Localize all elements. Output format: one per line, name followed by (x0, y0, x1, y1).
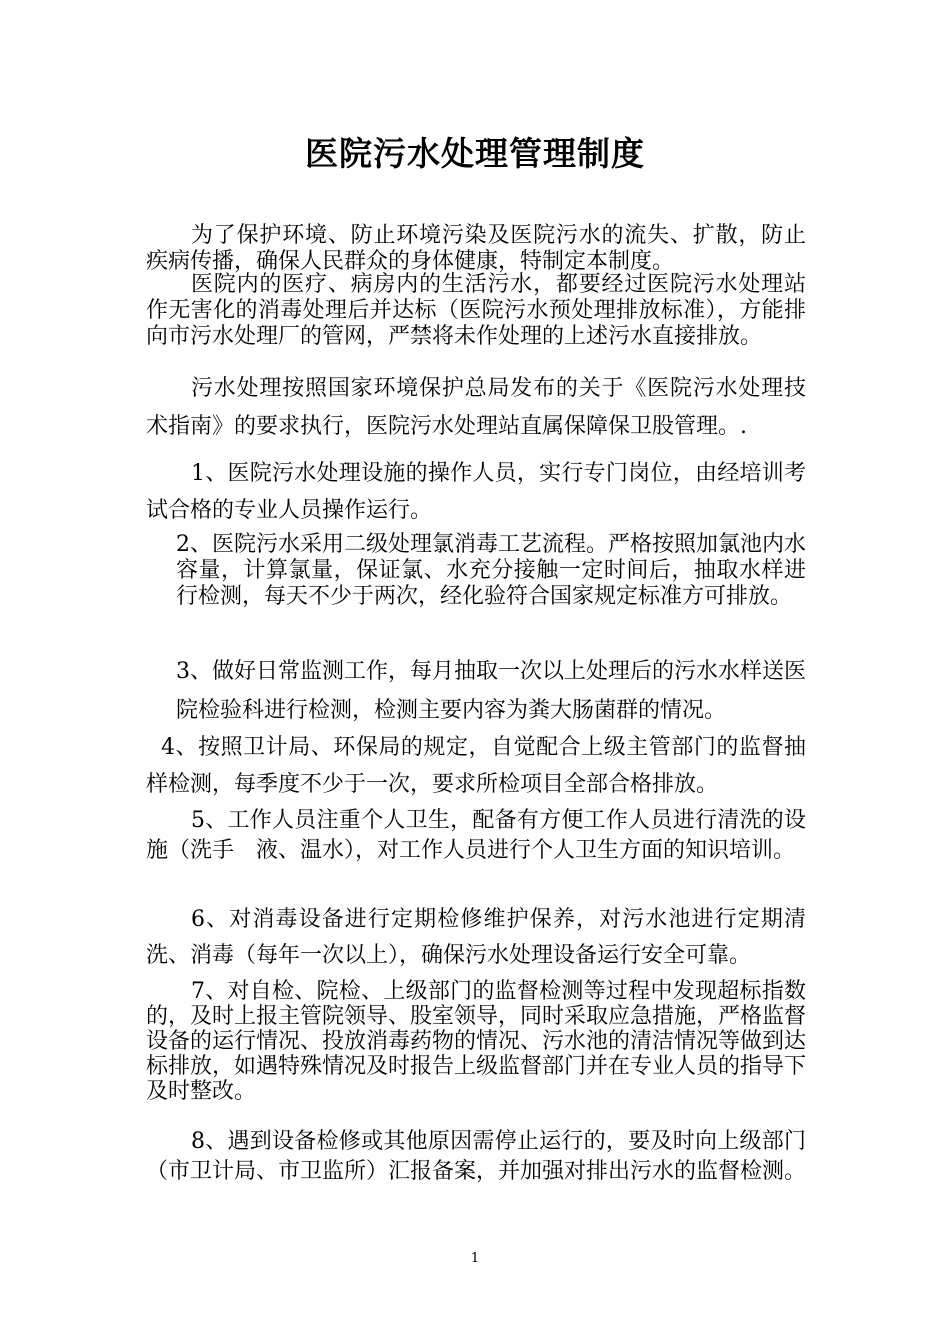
rule-item-1: 1、医院污水处理设施的操作人员，实行专门岗位，由经培训考试合格的专业人员操作运行。 (146, 461, 806, 523)
rule-item-4: 4、按照卫计局、环保局的规定，自觉配合上级主管部门的监督抽样检测，每季度不少于一次，要求所检项目全部合格排放。 (146, 735, 806, 797)
rule-item-3: 3、做好日常监测工作，每月抽取一次以上处理后的污水水样送医院检验科进行检测，检测主要内容为粪大肠菌群的情况。 (176, 659, 806, 723)
rule-item-6: 6、对消毒设备进行定期检修维护保养，对污水池进行定期清洗、消毒（每年一次以上），确保污水处理设备运行安全可靠。 (146, 907, 806, 968)
rule-item-5: 5、工作人员注重个人卫生，配备有方便工作人员进行清洗的设施（洗手 液、温水），对工作人员进行个人卫生方面的知识培训。 (146, 808, 806, 863)
rule-item-7: 7、对自检、院检、上级部门的监督检测等过程中发现超标指数的，及时上报主管院领导、股室领导，同时采取应急措施，严格监督设备的运行情况、投放消毒药物的情况、污水池的清洁情况等做到达标排放，如遇特殊情况及时报告上级监督部门并在专业人员的指导下及时整改。 (146, 979, 807, 1104)
intro-paragraph-1: 为了保护环境、防止环境污染及医院污水的流失、扩散，防止疾病传播，确保人民群众的身体健康，特制定本制度。 (146, 223, 806, 274)
document-title: 医院污水处理管理制度 (305, 134, 645, 173)
rule-item-8: 8、遇到设备检修或其他原因需停止运行的，要及时向上级部门（市卫计局、市卫监所）汇报备案，并加强对排出污水的监督检测。 (146, 1129, 807, 1184)
intro-paragraph-3: 污水处理按照国家环境保护总局发布的关于《医院污水处理技术指南》的要求执行，医院污水处理站直属保障保卫股管理。. (146, 376, 806, 439)
intro-paragraph-2: 医院内的医疗、病房内的生活污水，都要经过医院污水处理站作无害化的消毒处理后并达标（医院污水预处理排放标准），方能排向市污水处理厂的管网，严禁将未作处理的上述污水直接排放。 (146, 272, 806, 349)
page-number: 1 (470, 1251, 480, 1266)
rule-item-2: 2、医院污水采用二级处理氯消毒工艺流程。严格按照加氯池内水容量，计算氯量，保证氯、水充分接触一定时间后，抽取水样进行检测，每天不少于两次，经化验符合国家规定标准方可排放。 (176, 532, 806, 609)
